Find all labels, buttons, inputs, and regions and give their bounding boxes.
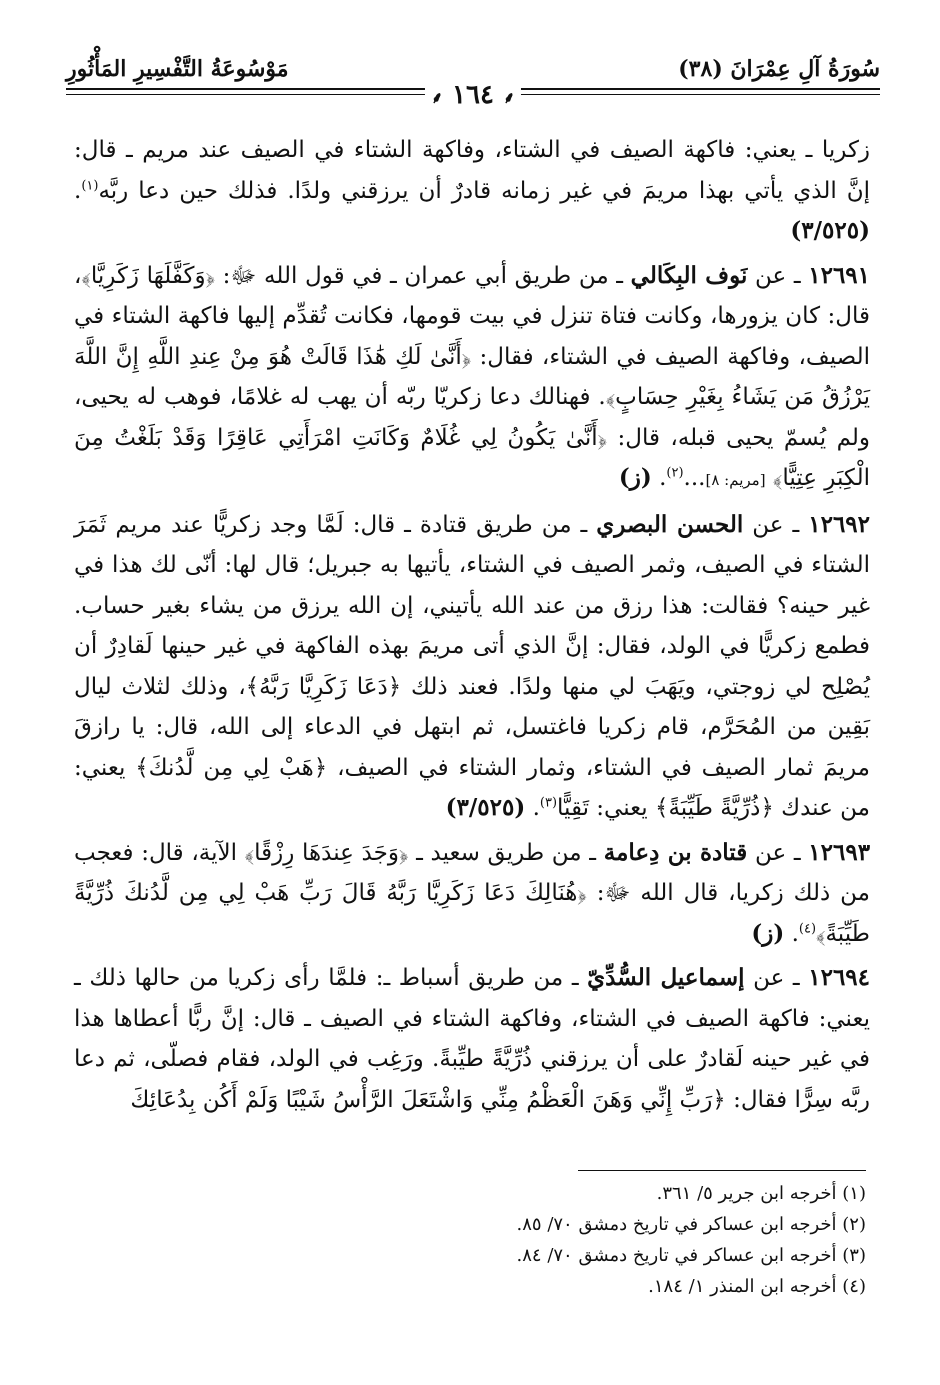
- footnote-separator: [578, 1170, 866, 1171]
- verse-source: [مريم: ٨]: [705, 471, 766, 489]
- narration-12693: [74, 833, 870, 955]
- footnotes: [266, 1178, 866, 1302]
- narration-number: ١٢٦٩٤: [808, 964, 871, 991]
- narration-number: ١٢٦٩١: [808, 261, 871, 289]
- narration-number: ١٢٦٩٢: [808, 510, 871, 538]
- paragraph-text: ـ من طريق أبي عمران ـ في قول الله ﷻ: ﴿وَكَفَّلَهَا زَكَرِيَّا﴾، قال: كان يزورها، وكانت فتاة تنزل في بيت قومها، فكانت تُقدِّم إليها فاكهة الشتاء في الصيف، وفاكهة الصيف في الشتاء، فقال: ﴿أَنَّىٰ لَكِ هَٰذَا قَالَتْ هُوَ مِنْ عِندِ اللَّهِ إِنَّ اللَّهَ يَرْزُقُ مَن يَشَاءُ بِغَيْرِ حِسَابٍ﴾. فهنالك دعا زكريّا ربّه أن يهب له غلامًا، فوهب له يحيى، ولم يُسمّ يحيى قبله، قال: ﴿أَنَّىٰ يَكُونُ لِي غُلَامٌ وَكَانَتِ امْرَأَتِي عَاقِرًا وَقَدْ بَلَغْتُ مِنَ الْكِبَرِ عِتِيًّا﴾: [74, 262, 870, 491]
- paragraph-text: ـ من طريق قتادة ـ قال: لَمَّا وجد زكريًّا عند مريم ثَمَرَ الشتاء في الصيف، وثمر الصيف في الشتاء، يأتيها به جبريل؛ قال لها: أنّى لك هذا في غير حينه؟ فقالت: هذا رزق من عند الله يأتيني، إن الله يرزق من يشاء بغير حساب. فطمع زكريًّا في الولد، فقال: إنَّ الذي أتى مريمَ بهذه الفاكهة في غير حينها لَقادِرٌ أن يُصْلِح لي زوجتي، ويَهَبَ لي منها ولدًا. فعند ذلك ﴿دَعَا زَكَرِيَّا رَبَّهُ﴾، وذلك لثلاث ليال بَقِين من المُحَرَّم، قام زكريا فاغتسل، ثم ابتهل في الدعاء إلى الله، قال: يا رازقَ مريمَ ثمار الصيف في الشتاء، وثمار الشتاء في الصيف، ﴿هَبْ لِي مِن لَّدُنكَ﴾ يعني: من عندك ﴿ذُرِّيَّةً طَيِّبَةً﴾ يعني: تَقِيًّا: [74, 511, 870, 821]
- footnote-marker: (٤): [798, 920, 817, 936]
- ornament-icon: ⸙: [430, 88, 443, 107]
- paragraph-tail: .: [74, 177, 82, 204]
- paragraph-text: زكريا ـ يعني: فاكهة الصيف في الشتاء، وفاكهة الشتاء في الصيف عند مريم ـ قال: إنَّ الذي يأتي بهذا مريمَ في غير زمانه قادرٌ أن يرزقني ولدًا. فذلك حين دعا ربَّه: [74, 137, 870, 204]
- paragraph-tail: .: [532, 795, 540, 821]
- narrator-name: إسماعيل السُّدِّيّ: [587, 964, 745, 991]
- book-title: مَوْسُوعَةُ التَّفْسِيرِ المَأْثُورِ: [66, 56, 289, 82]
- footnote-marker: (١): [81, 177, 99, 193]
- footnote-marker: (٣): [539, 795, 558, 811]
- narration-prefix: ـ عن: [752, 511, 800, 538]
- surah-title: سُورَةُ آلِ عِمْرَانَ (٣٨): [678, 56, 880, 82]
- narration-12692: [74, 505, 870, 829]
- ornament-icon: ⸙: [503, 88, 516, 107]
- volume-reference: (ز): [618, 464, 652, 491]
- page-number-block: [425, 80, 521, 110]
- narration-prefix: ـ عن: [754, 839, 801, 866]
- ellipsis: ...: [683, 465, 706, 491]
- narrator-name: الحسن البصري: [596, 510, 744, 538]
- paragraph-tail: .: [791, 920, 799, 947]
- footnote: (٣) أخرجه ابن عساكر في تاريخ دمشق ٧٠/ ٨٤.: [516, 1245, 866, 1266]
- page-number: ١٦٤: [452, 80, 494, 110]
- narration-number: ١٢٦٩٣: [808, 838, 871, 866]
- volume-reference: (ز): [751, 919, 785, 947]
- volume-reference: (٣/٥٢٥): [790, 217, 870, 244]
- page-header: [66, 56, 880, 110]
- paragraph-text: ـ من طريق سعيد ـ ﴿وَجَدَ عِندَهَا رِزْقًا﴾ الآية، قال: فعجب من ذلك زكريا، قال الله ﷻ: ﴿هُنَالِكَ دَعَا زَكَرِيَّا رَبَّهُ قَالَ رَبِّ هَبْ لِي مِن لَّدُنكَ ذُرِّيَّةً طَيِّبَةً﴾: [74, 839, 870, 947]
- main-text: [74, 130, 870, 1124]
- footnote: (١) أخرجه ابن جرير ٥/ ٣٦١.: [656, 1183, 866, 1204]
- narration-12691: [74, 256, 870, 501]
- narration-prefix: ـ عن: [755, 262, 801, 289]
- narrator-name: نَوف البِكَالي: [630, 261, 748, 289]
- volume-reference: (٣/٥٢٥): [445, 794, 526, 821]
- footnote-marker: (٢): [666, 465, 684, 481]
- paragraph-tail: .: [659, 465, 667, 491]
- narration-prefix: ـ عن: [753, 965, 800, 991]
- narration-12694: [74, 958, 870, 1120]
- footnote: (٢) أخرجه ابن عساكر في تاريخ دمشق ٧٠/ ٨٥.: [516, 1214, 866, 1235]
- paragraph-text: ـ من طريق أسباط ـ: فلمَّا رأى زكريا من حالها ذلك ـ يعني: فاكهة الصيف في الشتاء، وفاكهة الشتاء في الصيف ـ قال: إنَّ ربًّا أعطاها هذا في غير حينه لَقادرٌ على أن يرزقني ذُرِّيَّةً طيِّبةً. ورَغِب في الولد، فقام فصلّى، ثم دعا ربَّه سِرًّا فقال: ﴿رَبِّ إِنِّي وَهَنَ الْعَظْمُ مِنِّي وَاشْتَعَلَ الرَّأْسُ شَيْبًا وَلَمْ أَكُن بِدُعَائِكَ: [74, 965, 870, 1113]
- paragraph-continuation: [74, 130, 870, 252]
- narrator-name: قتادة بن دِعامة: [603, 838, 748, 866]
- footnote: (٤) أخرجه ابن المنذر ١/ ١٨٤.: [648, 1276, 866, 1297]
